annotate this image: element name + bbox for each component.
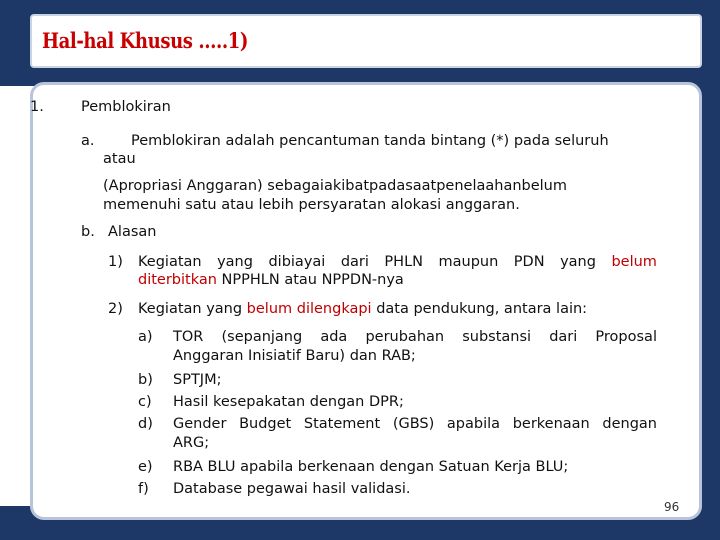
sub-d-line1: [173, 415, 657, 433]
item-a-line3: (Apropriasi Anggaran) sebagaiakibatpadasaatpenelaahanbelum: [103, 178, 567, 194]
word: TOR: [173, 329, 204, 345]
word: maupun: [438, 254, 499, 270]
sub-c-text: Hasil kesepakatan dengan DPR;: [173, 394, 404, 410]
word: dari: [549, 329, 578, 345]
word: Proposal: [595, 329, 657, 345]
slide-title: Hal-hal Khusus …..1): [42, 28, 248, 53]
reason1-line1: [138, 253, 657, 271]
word: dibiayai: [268, 254, 326, 270]
word: yang: [217, 254, 253, 270]
sub-e-letter: e): [138, 459, 153, 475]
sub-a-letter: a): [138, 329, 153, 345]
word: Budget: [239, 416, 292, 432]
reason2-post: data pendukung, antara lain:: [371, 301, 588, 317]
word: substansi: [462, 329, 532, 345]
sub-a-line2: Anggaran Inisiatif Baru) dan RAB;: [173, 348, 416, 364]
sub-d-letter: d): [138, 416, 153, 432]
item-b-label: Alasan: [108, 224, 157, 240]
reason2-pre: Kegiatan yang: [138, 301, 247, 317]
word: dari: [340, 254, 369, 270]
highlight-phrase: belum dilengkapi: [246, 301, 372, 317]
word: apabila: [446, 416, 501, 432]
reason2-text: [138, 300, 587, 318]
reason2-number: 2): [108, 301, 123, 317]
word: (sepanjang: [221, 329, 303, 345]
word: perubahan: [365, 329, 445, 345]
highlight-word: diterbitkan: [138, 272, 217, 288]
item-a-line2: atau: [103, 151, 136, 167]
word: Kegiatan: [138, 254, 202, 270]
word: berkenaan: [512, 416, 590, 432]
item-b-letter: b.: [81, 224, 95, 240]
sub-b-letter: b): [138, 372, 153, 388]
word: Gender: [173, 416, 227, 432]
sub-d-line2: ARG;: [173, 435, 210, 451]
item-a-letter: a.: [81, 133, 95, 149]
highlight-word: belum: [611, 254, 657, 270]
word: yang: [560, 254, 596, 270]
sub-e-text: RBA BLU apabila berkenaan dengan Satuan Kerja BLU;: [173, 459, 569, 475]
word: PDN: [513, 254, 545, 270]
word: (GBS): [392, 416, 435, 432]
word: Statement: [303, 416, 381, 432]
item-a-line1: Pemblokiran adalah pencantuman tanda bintang (*) pada seluruh: [131, 133, 609, 149]
sub-c-letter: c): [138, 394, 152, 410]
reason1-number: 1): [108, 254, 123, 270]
item-a-line4: memenuhi satu atau lebih persyaratan alokasi anggaran.: [103, 197, 520, 213]
reason1-line2-rest: NPPHLN atau NPPDN-nya: [216, 272, 404, 288]
sub-a-line1: [173, 328, 657, 346]
item1-label: Pemblokiran: [81, 99, 171, 115]
page-number: 96: [664, 500, 680, 514]
word: ada: [320, 329, 348, 345]
item1-number: 1.: [30, 99, 44, 115]
word: dengan: [602, 416, 657, 432]
reason1-line2: [138, 271, 404, 289]
sub-b-text: SPTJM;: [173, 372, 222, 388]
word: PHLN: [384, 254, 423, 270]
sub-f-letter: f): [138, 481, 149, 497]
sub-f-text: Database pegawai hasil validasi.: [173, 481, 411, 497]
